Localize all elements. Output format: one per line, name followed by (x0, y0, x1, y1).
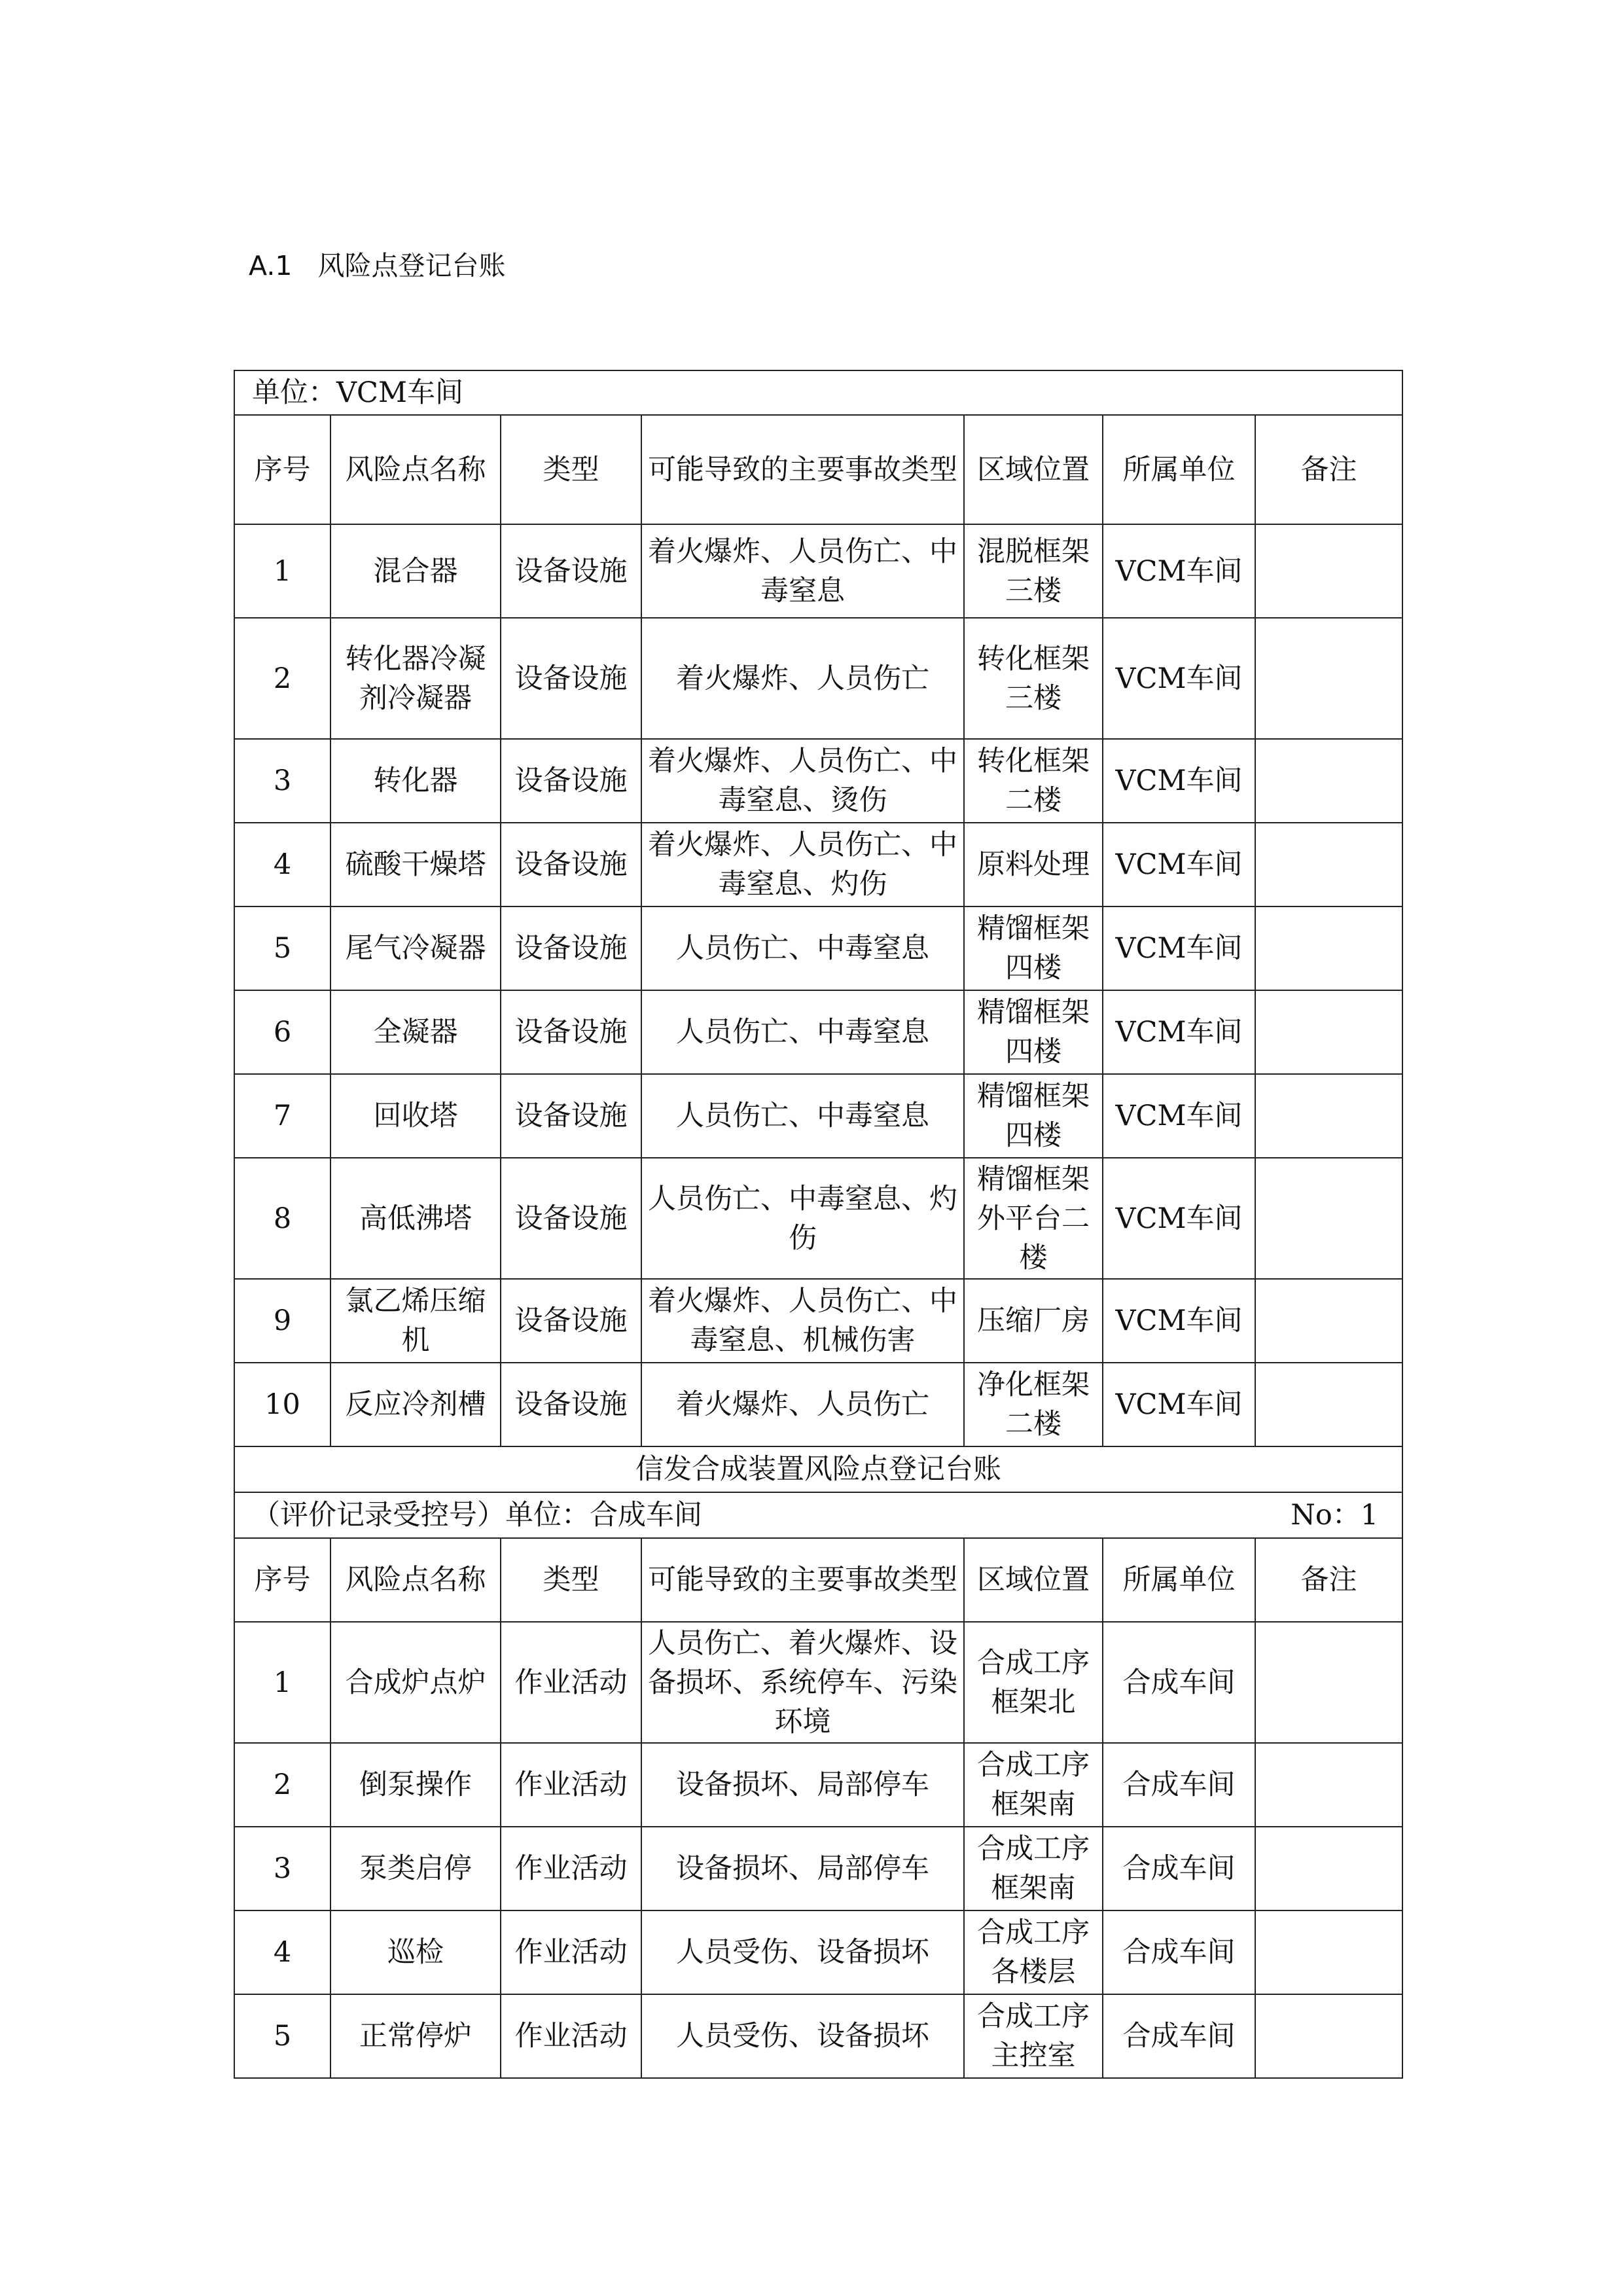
table-row (234, 524, 1402, 618)
cell-type: 作业活动 (501, 1743, 641, 1827)
table-row (234, 739, 1402, 823)
table-row (234, 618, 1402, 739)
cell-type: 设备设施 (501, 823, 641, 906)
cell-remark (1255, 1994, 1402, 2078)
table-row (234, 990, 1402, 1074)
table-row (234, 1622, 1402, 1743)
risk-point-register-table (234, 370, 1403, 2079)
cell-accident: 人员伤亡、中毒窒息 (641, 906, 964, 990)
cell-location: 精馏框架四楼 (964, 990, 1103, 1074)
cell-location: 合成工序主控室 (964, 1994, 1103, 2078)
cell-unit: VCM车间 (1103, 1279, 1255, 1363)
col-header-location: 区域位置 (964, 1538, 1103, 1622)
table-row (234, 1363, 1402, 1446)
table2-number-label: No：1 (1291, 1499, 1379, 1532)
cell-accident: 着火爆炸、人员伤亡、中毒窒息 (641, 524, 964, 618)
cell-remark (1255, 1622, 1402, 1743)
table-row (234, 1827, 1402, 1910)
cell-type: 设备设施 (501, 1279, 641, 1363)
cell-remark (1255, 1743, 1402, 1827)
unit-label: 单位：VCM车间 (234, 370, 1402, 415)
cell-accident: 着火爆炸、人员伤亡、中毒窒息、灼伤 (641, 823, 964, 906)
cell-accident: 设备损坏、局部停车 (641, 1743, 964, 1827)
col-header-no: 序号 (234, 415, 330, 524)
cell-accident: 设备损坏、局部停车 (641, 1827, 964, 1910)
table-row (234, 823, 1402, 906)
cell-no: 8 (234, 1158, 330, 1279)
cell-unit: 合成车间 (1103, 1622, 1255, 1743)
cell-remark (1255, 524, 1402, 618)
cell-location: 净化框架二楼 (964, 1363, 1103, 1446)
cell-location: 合成工序框架北 (964, 1622, 1103, 1743)
cell-location: 合成工序各楼层 (964, 1910, 1103, 1994)
col-header-remark: 备注 (1255, 1538, 1402, 1622)
cell-no: 4 (234, 823, 330, 906)
table-row (234, 906, 1402, 990)
cell-type: 作业活动 (501, 1622, 641, 1743)
table2-unit-row (234, 1492, 1402, 1538)
cell-name: 合成炉点炉 (330, 1622, 501, 1743)
cell-accident: 人员受伤、设备损坏 (641, 1994, 964, 2078)
cell-no: 3 (234, 739, 330, 823)
cell-unit: VCM车间 (1103, 739, 1255, 823)
table2-title-row (234, 1446, 1402, 1492)
cell-accident: 着火爆炸、人员伤亡 (641, 1363, 964, 1446)
cell-type: 作业活动 (501, 1994, 641, 2078)
table-row (234, 1910, 1402, 1994)
cell-remark (1255, 1279, 1402, 1363)
cell-unit: VCM车间 (1103, 1074, 1255, 1158)
cell-no: 2 (234, 618, 330, 739)
cell-location: 混脱框架三楼 (964, 524, 1103, 618)
cell-location: 原料处理 (964, 823, 1103, 906)
cell-type: 设备设施 (501, 524, 641, 618)
col-header-accident: 可能导致的主要事故类型 (641, 1538, 964, 1622)
cell-name: 反应冷剂槽 (330, 1363, 501, 1446)
cell-remark (1255, 1827, 1402, 1910)
cell-unit: VCM车间 (1103, 823, 1255, 906)
cell-name: 硫酸干燥塔 (330, 823, 501, 906)
cell-name: 巡检 (330, 1910, 501, 1994)
section-title: A.1 风险点登记台账 (249, 250, 506, 281)
cell-location: 合成工序框架南 (964, 1827, 1103, 1910)
table-row (234, 1158, 1402, 1279)
cell-accident: 着火爆炸、人员伤亡、中毒窒息、烫伤 (641, 739, 964, 823)
cell-type: 设备设施 (501, 990, 641, 1074)
cell-unit: VCM车间 (1103, 1363, 1255, 1446)
table-row (234, 1994, 1402, 2078)
cell-unit: VCM车间 (1103, 618, 1255, 739)
cell-name: 倒泵操作 (330, 1743, 501, 1827)
header-row (234, 1538, 1402, 1622)
cell-location: 转化框架二楼 (964, 739, 1103, 823)
table-row (234, 1743, 1402, 1827)
cell-accident: 人员伤亡、中毒窒息 (641, 1074, 964, 1158)
cell-unit: VCM车间 (1103, 990, 1255, 1074)
cell-name: 转化器冷凝剂冷凝器 (330, 618, 501, 739)
cell-type: 作业活动 (501, 1827, 641, 1910)
cell-location: 精馏框架四楼 (964, 906, 1103, 990)
cell-unit: VCM车间 (1103, 524, 1255, 618)
cell-type: 设备设施 (501, 1074, 641, 1158)
cell-type: 作业活动 (501, 1910, 641, 1994)
cell-remark (1255, 990, 1402, 1074)
cell-name: 正常停炉 (330, 1994, 501, 2078)
col-header-no: 序号 (234, 1538, 330, 1622)
cell-no: 3 (234, 1827, 330, 1910)
cell-remark (1255, 1910, 1402, 1994)
cell-accident: 着火爆炸、人员伤亡 (641, 618, 964, 739)
col-header-name: 风险点名称 (330, 1538, 501, 1622)
cell-type: 设备设施 (501, 906, 641, 990)
col-header-location: 区域位置 (964, 415, 1103, 524)
cell-remark (1255, 906, 1402, 990)
col-header-name: 风险点名称 (330, 415, 501, 524)
unit-row (234, 370, 1402, 415)
cell-name: 全凝器 (330, 990, 501, 1074)
cell-remark (1255, 1363, 1402, 1446)
cell-no: 5 (234, 1994, 330, 2078)
cell-name: 回收塔 (330, 1074, 501, 1158)
cell-no: 7 (234, 1074, 330, 1158)
cell-name: 转化器 (330, 739, 501, 823)
cell-no: 1 (234, 1622, 330, 1743)
cell-accident: 人员伤亡、中毒窒息 (641, 990, 964, 1074)
cell-remark (1255, 823, 1402, 906)
cell-no: 4 (234, 1910, 330, 1994)
col-header-type: 类型 (501, 1538, 641, 1622)
cell-name: 高低沸塔 (330, 1158, 501, 1279)
cell-name: 泵类启停 (330, 1827, 501, 1910)
cell-no: 10 (234, 1363, 330, 1446)
cell-location: 精馏框架外平台二楼 (964, 1158, 1103, 1279)
cell-unit: 合成车间 (1103, 1910, 1255, 1994)
cell-no: 6 (234, 990, 330, 1074)
cell-unit: VCM车间 (1103, 1158, 1255, 1279)
cell-no: 1 (234, 524, 330, 618)
cell-no: 5 (234, 906, 330, 990)
col-header-unit: 所属单位 (1103, 415, 1255, 524)
cell-location: 合成工序框架南 (964, 1743, 1103, 1827)
cell-name: 尾气冷凝器 (330, 906, 501, 990)
table2-unit-label: （评价记录受控号）单位：合成车间 (252, 1499, 702, 1532)
cell-accident: 人员伤亡、着火爆炸、设备损坏、系统停车、污染环境 (641, 1622, 964, 1743)
cell-location: 转化框架三楼 (964, 618, 1103, 739)
cell-type: 设备设施 (501, 618, 641, 739)
cell-remark (1255, 618, 1402, 739)
cell-name: 氯乙烯压缩机 (330, 1279, 501, 1363)
cell-unit: VCM车间 (1103, 906, 1255, 990)
cell-unit: 合成车间 (1103, 1827, 1255, 1910)
cell-accident: 人员受伤、设备损坏 (641, 1910, 964, 1994)
table-row (234, 1074, 1402, 1158)
cell-type: 设备设施 (501, 739, 641, 823)
cell-no: 2 (234, 1743, 330, 1827)
col-header-remark: 备注 (1255, 415, 1402, 524)
cell-accident: 着火爆炸、人员伤亡、中毒窒息、机械伤害 (641, 1279, 964, 1363)
col-header-type: 类型 (501, 415, 641, 524)
table2-title: 信发合成装置风险点登记台账 (234, 1446, 1402, 1492)
cell-type: 设备设施 (501, 1158, 641, 1279)
col-header-unit: 所属单位 (1103, 1538, 1255, 1622)
cell-no: 9 (234, 1279, 330, 1363)
col-header-accident: 可能导致的主要事故类型 (641, 415, 964, 524)
cell-remark (1255, 739, 1402, 823)
cell-remark (1255, 1074, 1402, 1158)
cell-unit: 合成车间 (1103, 1743, 1255, 1827)
header-row (234, 415, 1402, 524)
cell-type: 设备设施 (501, 1363, 641, 1446)
cell-accident: 人员伤亡、中毒窒息、灼伤 (641, 1158, 964, 1279)
cell-unit: 合成车间 (1103, 1994, 1255, 2078)
cell-location: 压缩厂房 (964, 1279, 1103, 1363)
cell-name: 混合器 (330, 524, 501, 618)
cell-remark (1255, 1158, 1402, 1279)
table-row (234, 1279, 1402, 1363)
cell-location: 精馏框架四楼 (964, 1074, 1103, 1158)
